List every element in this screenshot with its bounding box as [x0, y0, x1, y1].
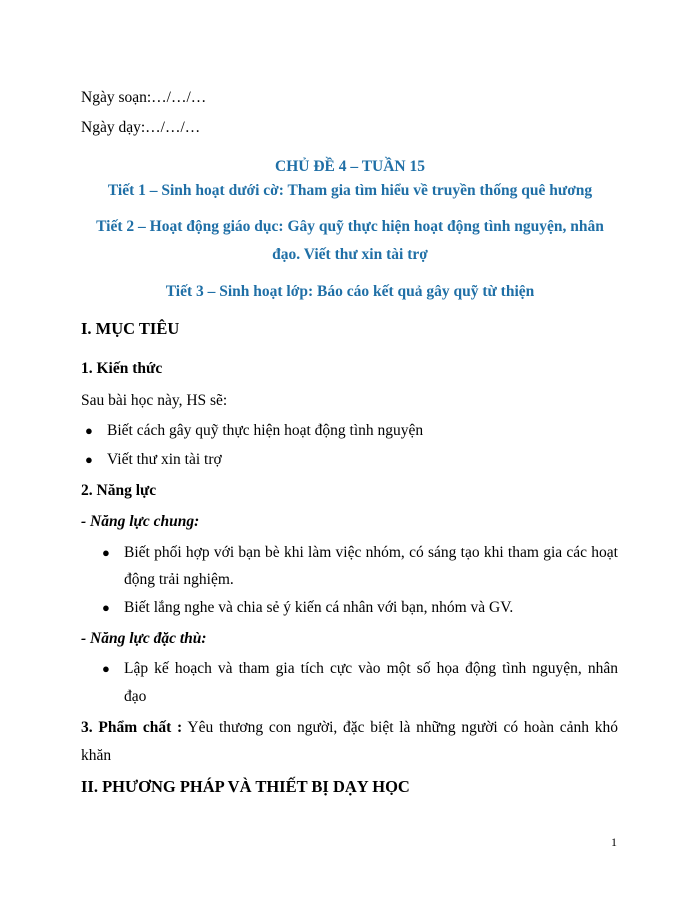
- quality-paragraph-line1: [81, 718, 618, 738]
- specific-bullet-line1: Lập kế hoạch và tham gia tích cực vào một số họa động tình nguyện, nhân: [124, 660, 618, 677]
- section1-heading: I. MỤC TIÊU: [81, 319, 180, 338]
- bullet-dot-icon: ●: [102, 600, 110, 615]
- section2-heading: II. PHƯƠNG PHÁP VÀ THIẾT BỊ DẠY HỌC: [81, 777, 410, 796]
- period1-title: Tiết 1 – Sinh hoạt dưới cờ: Tham gia tìm hiểu về truyền thống quê hương: [107, 182, 593, 199]
- quality-heading: 3. Phẩm chất :: [81, 719, 183, 736]
- specific-competence-label: - Năng lực đặc thù:: [81, 630, 207, 647]
- general-competence-label: - Năng lực chung:: [81, 513, 200, 530]
- knowledge-bullet-2: Viết thư xin tài trợ: [107, 451, 222, 468]
- competence-heading: 2. Năng lực: [81, 482, 157, 499]
- bullet-dot-icon: ●: [85, 452, 93, 467]
- specific-bullet-line2: đạo: [124, 688, 147, 705]
- bullet-dot-icon: ●: [85, 423, 93, 438]
- knowledge-heading: 1. Kiến thức: [81, 360, 163, 377]
- topic-title: CHỦ ĐỀ 4 – TUẦN 15: [275, 158, 425, 175]
- bullet-dot-icon: ●: [102, 661, 110, 676]
- date-prepared: Ngày soạn:…/…/…: [81, 89, 207, 106]
- period2-title-line2: đạo. Viết thư xin tài trợ: [272, 246, 428, 263]
- general-bullet-2: Biết lắng nghe và chia sẻ ý kiến cá nhân với bạn, nhóm và GV.: [124, 599, 514, 616]
- date-taught: Ngày dạy:…/…/…: [81, 119, 201, 136]
- period3-title: Tiết 3 – Sinh hoạt lớp: Báo cáo kết quả gây quỹ từ thiện: [165, 283, 535, 300]
- quality-paragraph-line2: khăn: [81, 747, 112, 764]
- bullet-dot-icon: ●: [102, 545, 110, 560]
- page-number: 1: [611, 835, 617, 849]
- period2-title-line1: Tiết 2 – Hoạt động giáo dục: Gây quỹ thực hiện hoạt động tình nguyện, nhân: [96, 218, 604, 235]
- knowledge-intro: Sau bài học này, HS sẽ:: [81, 392, 228, 409]
- quality-text: Yêu thương con người, đặc biệt là những người có hoàn cảnh khó: [182, 719, 618, 736]
- knowledge-bullet-1: Biết cách gây quỹ thực hiện hoạt động tình nguyện: [107, 422, 424, 439]
- general-bullet-1-line1: Biết phối hợp với bạn bè khi làm việc nhóm, có sáng tạo khi tham gia các hoạt: [124, 544, 618, 561]
- general-bullet-1-line2: động trải nghiệm.: [124, 571, 234, 588]
